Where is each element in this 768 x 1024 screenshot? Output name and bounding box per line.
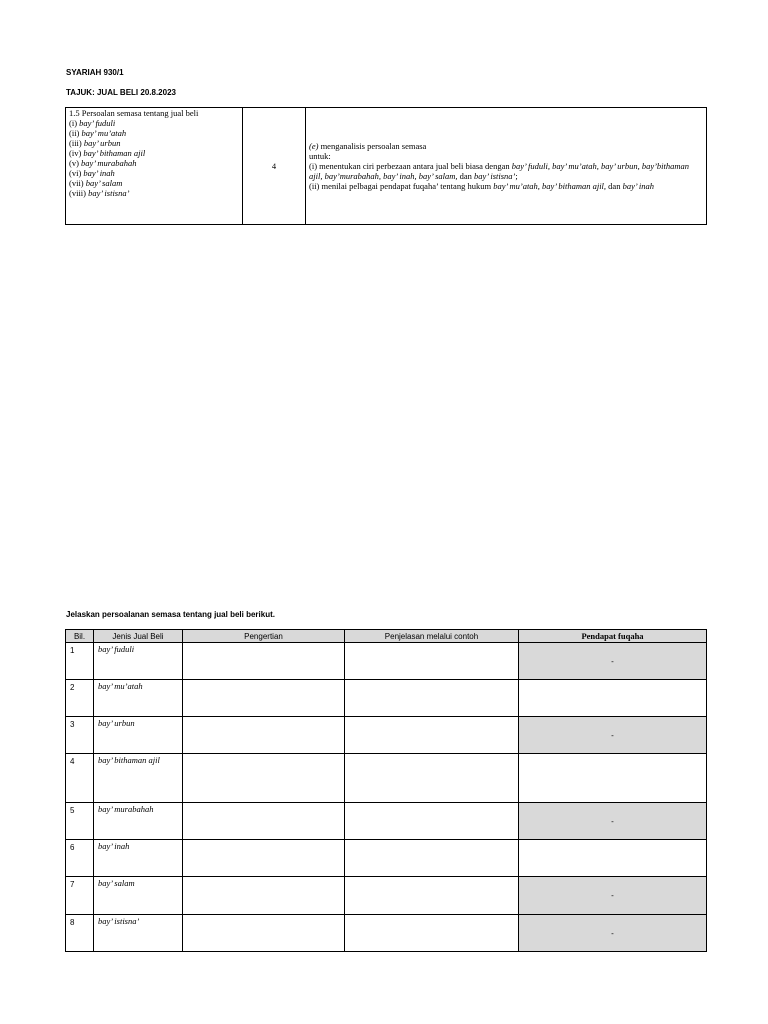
- header-pendapat: Pendapat fuqaha: [519, 630, 707, 643]
- item-number: (vii): [69, 178, 84, 188]
- row-number: 1: [66, 643, 94, 680]
- item-term: bay’ salam: [85, 178, 123, 188]
- syllabus-row: [66, 108, 707, 225]
- pendapat-cell: -: [519, 877, 707, 915]
- table-row: [66, 915, 707, 952]
- row-number: 5: [66, 803, 94, 840]
- pengertian-answer-cell[interactable]: [183, 840, 345, 877]
- penjelasan-answer-cell[interactable]: [345, 643, 519, 680]
- item-number: (iv): [69, 148, 82, 158]
- table-row: [66, 754, 707, 803]
- item-number: (v): [69, 158, 79, 168]
- pendapat-cell: -: [519, 643, 707, 680]
- item-term: bay’ inah: [83, 168, 115, 178]
- pengertian-answer-cell[interactable]: [183, 680, 345, 717]
- outcome-label: (e): [309, 141, 319, 151]
- outcome-point-ii: [309, 181, 703, 191]
- syllabus-table: [65, 107, 707, 225]
- table-row: [66, 643, 707, 680]
- syllabus-content-cell: [66, 108, 243, 225]
- pengertian-answer-cell[interactable]: [183, 803, 345, 840]
- syllabus-item: [69, 118, 239, 128]
- pengertian-answer-cell[interactable]: [183, 754, 345, 803]
- syllabus-item: [69, 178, 239, 188]
- syllabus-item: [69, 128, 239, 138]
- point-i-terms: bay’ fuduli, bay’ mu’atah, bay’ urbun, bay’bithaman ajil, bay’murabahah, bay’ inah, bay’ salam,: [309, 161, 690, 181]
- table-row: [66, 877, 707, 915]
- penjelasan-answer-cell[interactable]: [345, 840, 519, 877]
- outcome-point-i: [309, 161, 703, 181]
- instruction-text: Jelaskan persoalanan semasa tentang jual beli berikut.: [66, 610, 275, 619]
- point-ii-dan: dan: [608, 181, 621, 191]
- syllabus-item: [69, 138, 239, 148]
- header-bil: Bil.: [66, 630, 94, 643]
- item-term: bay’ murabahah: [81, 158, 137, 168]
- topic-title: TAJUK: JUAL BELI 20.8.2023: [66, 88, 176, 97]
- pendapat-answer-cell[interactable]: [519, 840, 707, 877]
- row-number: 7: [66, 877, 94, 915]
- item-term: bay’ mu’atah: [81, 128, 127, 138]
- penjelasan-answer-cell[interactable]: [345, 877, 519, 915]
- item-number: (iii): [69, 138, 82, 148]
- penjelasan-answer-cell[interactable]: [345, 680, 519, 717]
- row-number: 3: [66, 717, 94, 754]
- item-term: bay’ bithaman ajil: [83, 148, 146, 158]
- table-row: [66, 840, 707, 877]
- syllabus-title: 1.5 Persoalan semasa tentang jual beli: [69, 108, 199, 118]
- header-pengertian: Pengertian: [183, 630, 345, 643]
- row-jenis: bay’ fuduli: [94, 643, 183, 680]
- row-jenis: bay’ inah: [94, 840, 183, 877]
- row-jenis: bay’ mu’atah: [94, 680, 183, 717]
- pengertian-answer-cell[interactable]: [183, 643, 345, 680]
- row-jenis: bay’ urbun: [94, 717, 183, 754]
- point-ii-prefix: (ii) menilai pelbagai pendapat fuqaha’ tentang hukum: [309, 181, 492, 191]
- row-number: 6: [66, 840, 94, 877]
- pengertian-answer-cell[interactable]: [183, 717, 345, 754]
- point-i-end: ;: [515, 171, 518, 181]
- item-number: (ii): [69, 128, 80, 138]
- table-row: [66, 803, 707, 840]
- period-count: 4: [243, 108, 306, 225]
- row-jenis: bay’ bithaman ajil: [94, 754, 183, 803]
- row-jenis: bay’ murabahah: [94, 803, 183, 840]
- worksheet-header-row: [66, 630, 707, 643]
- penjelasan-answer-cell[interactable]: [345, 754, 519, 803]
- learning-outcome-cell: [306, 108, 707, 225]
- item-number: (vi): [69, 168, 82, 178]
- penjelasan-answer-cell[interactable]: [345, 915, 519, 952]
- worksheet-table: [65, 629, 707, 952]
- penjelasan-answer-cell[interactable]: [345, 717, 519, 754]
- pendapat-answer-cell[interactable]: [519, 680, 707, 717]
- subject-code: SYARIAH 930/1: [66, 68, 124, 77]
- syllabus-item: [69, 158, 239, 168]
- point-i-last: bay’ istisna’: [474, 171, 516, 181]
- outcome-intro: [309, 141, 703, 151]
- penjelasan-answer-cell[interactable]: [345, 803, 519, 840]
- pengertian-answer-cell[interactable]: [183, 877, 345, 915]
- syllabus-item: [69, 148, 239, 158]
- pendapat-answer-cell[interactable]: [519, 754, 707, 803]
- point-ii-last: bay’ inah: [622, 181, 654, 191]
- point-i-prefix: (i) menentukan ciri perbezaan antara jual beli biasa dengan: [309, 161, 510, 171]
- outcome-intro-text: menganalisis persoalan semasa: [320, 141, 427, 151]
- row-number: 4: [66, 754, 94, 803]
- item-term: bay’ fuduli: [79, 118, 116, 128]
- syllabus-item: [69, 188, 239, 198]
- row-jenis: bay’ salam: [94, 877, 183, 915]
- table-row: [66, 717, 707, 754]
- row-number: 8: [66, 915, 94, 952]
- header-penjelasan: Penjelasan melalui contoh: [345, 630, 519, 643]
- syllabus-item: [69, 168, 239, 178]
- pengertian-answer-cell[interactable]: [183, 915, 345, 952]
- row-number: 2: [66, 680, 94, 717]
- point-i-dan: dan: [459, 171, 472, 181]
- point-ii-terms: bay’ mu’atah, bay’ bithaman ajil,: [493, 181, 607, 191]
- table-row: [66, 680, 707, 717]
- item-number: (i): [69, 118, 78, 128]
- outcome-untuk: untuk:: [309, 151, 331, 161]
- item-number: (viii): [69, 188, 86, 198]
- header-jenis: Jenis Jual Beli: [94, 630, 183, 643]
- pendapat-cell: -: [519, 803, 707, 840]
- item-term: bay’ urbun: [83, 138, 121, 148]
- row-jenis: bay’ istisna’: [94, 915, 183, 952]
- pendapat-cell: -: [519, 717, 707, 754]
- pendapat-cell: -: [519, 915, 707, 952]
- item-term: bay’ istisna’: [88, 188, 130, 198]
